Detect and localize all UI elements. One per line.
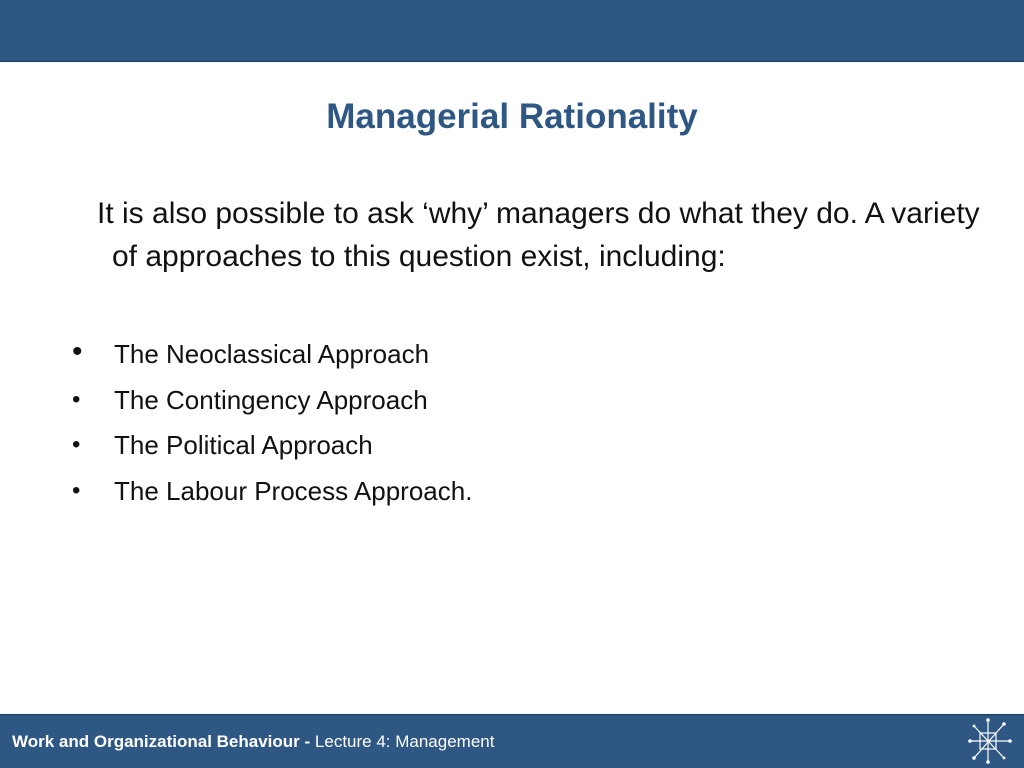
lecture-label: Lecture 4: Management [314,732,495,751]
list-item-label: The Labour Process Approach. [114,475,473,506]
course-title: Work and Organizational Behaviour - [12,732,315,751]
list-item-label: The Political Approach [114,430,373,460]
header-bar [0,0,1024,62]
footer-text [12,732,494,752]
intro-paragraph: It is also possible to ask ‘why’ managers do what they do. A variety of approaches to this question exist, including: [97,197,980,273]
bullet-icon: • [72,476,81,504]
bullet-icon: • [72,385,81,413]
list-item-label: The Contingency Approach [114,384,428,415]
bullet-icon: • [72,431,81,458]
bullet-icon: • [72,335,83,368]
list-item-label: The Neoclassical Approach [114,339,430,369]
slide-title: Managerial Rationality [326,97,698,136]
network-star-icon [966,716,1014,766]
